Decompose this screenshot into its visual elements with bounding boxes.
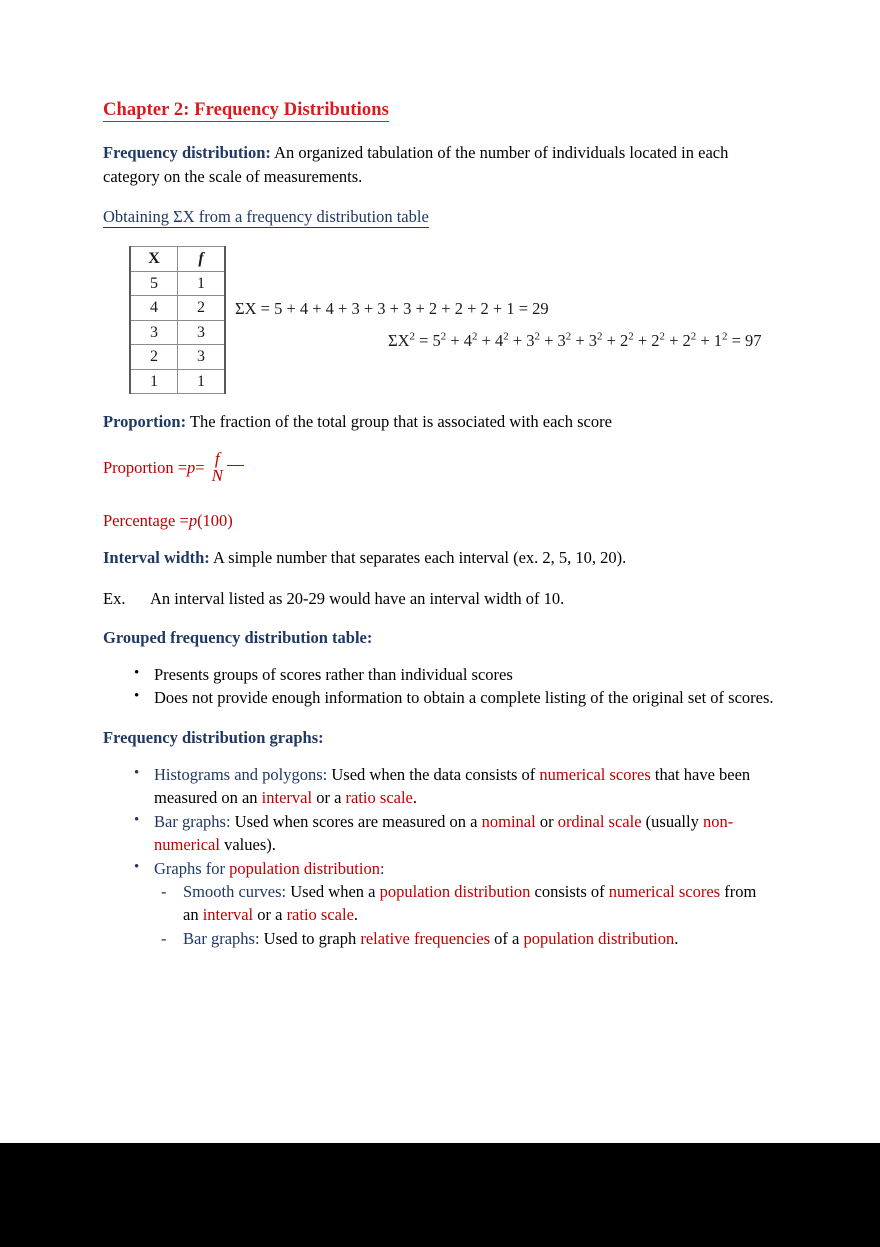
list-item	[103, 810, 775, 857]
table-cell-f: 3	[178, 320, 226, 345]
proportion-formula-label: Proportion =	[103, 458, 188, 478]
highlight-term: interval	[261, 788, 313, 808]
list-item-text: Used when scores are measured on a	[230, 811, 482, 831]
table-row	[130, 271, 225, 296]
document-content	[103, 100, 775, 966]
bullet-icon: •	[134, 764, 140, 781]
highlight-term: population distribution	[523, 928, 675, 948]
example-text: An interval listed as 20-29 would have an interval width of 10.	[150, 588, 565, 608]
proportion-definition: The fraction of the total group that is associated with each score	[186, 412, 612, 432]
list-item-text: Used to graph	[259, 928, 361, 948]
graphs-sub-list	[154, 880, 775, 950]
percentage-formula-label: Percentage =	[103, 511, 189, 531]
bullet-icon: •	[134, 688, 140, 705]
highlight-term: relative frequencies	[360, 928, 490, 948]
dash-bullet-icon: -	[161, 882, 167, 902]
fraction-denominator: N	[211, 465, 223, 485]
list-item-text: that have been measured on an	[154, 764, 751, 808]
list-item-label: Bar graphs:	[154, 811, 231, 831]
bullet-icon: •	[134, 858, 140, 875]
list-item-label: Smooth curves:	[183, 882, 287, 902]
table-row	[130, 320, 225, 345]
spacer	[103, 499, 775, 509]
highlight-term: population distribution	[379, 882, 531, 902]
proportion-formula-p: p	[187, 458, 196, 478]
list-item-text: :	[379, 858, 385, 878]
obtaining-sumx-heading	[103, 205, 775, 228]
list-item-text: or	[535, 811, 558, 831]
table-header-f: f	[178, 247, 226, 272]
frequency-distribution-definition: An organized tabulation of the number of individuals located in each category on the scale of measurements.	[103, 143, 729, 186]
table-row	[130, 345, 225, 370]
list-item-text: Does not provide enough information to obtain a complete listing of the original set of scores.	[154, 688, 774, 708]
table-cell-x: 3	[130, 320, 178, 345]
frequency-distribution-paragraph	[103, 141, 775, 188]
percentage-formula-p: p	[188, 511, 198, 531]
interval-width-definition: A simple number that separates each interval (ex. 2, 5, 10, 20).	[209, 548, 627, 568]
table-row	[130, 369, 225, 394]
table-cell-x: 2	[130, 345, 178, 370]
list-item-text: Used when a	[286, 882, 380, 902]
interval-width-paragraph	[103, 546, 775, 569]
highlight-term: non-numerical	[154, 811, 734, 855]
highlight-term: nominal	[481, 811, 536, 831]
obtaining-sumx-heading-text: Obtaining ΣX from a frequency distribution table	[103, 207, 429, 227]
list-item-label: Bar graphs:	[183, 928, 260, 948]
graphs-heading: Frequency distribution graphs:	[103, 727, 324, 747]
frequency-distribution-table	[129, 246, 226, 394]
list-item-text: .	[353, 905, 359, 925]
chapter-title	[103, 100, 775, 121]
list-item-text: Presents groups of scores rather than individual scores	[154, 664, 513, 684]
table-header-x: X	[130, 247, 178, 272]
sum-x-formula: ΣX = 5 + 4 + 4 + 3 + 3 + 3 + 2 + 2 + 2 + 1 = 29	[235, 299, 549, 319]
highlight-term: ratio scale	[286, 905, 354, 925]
fraction-numerator: f	[214, 448, 220, 468]
highlight-term: ratio scale	[345, 788, 413, 808]
list-item-text: or a	[253, 905, 287, 925]
list-item-text: consists of	[530, 882, 609, 902]
proportion-formula	[103, 448, 775, 486]
list-item-text: .	[412, 788, 417, 808]
table-cell-x: 1	[130, 369, 178, 394]
list-item	[103, 686, 775, 709]
list-item-text: values).	[219, 835, 276, 855]
table-cell-f: 1	[178, 271, 226, 296]
list-item	[103, 763, 775, 810]
list-item-label: Graphs for	[154, 858, 230, 878]
list-item	[154, 880, 775, 927]
bullet-icon: •	[134, 664, 140, 681]
list-item-text: (usually	[641, 811, 703, 831]
highlight-term: numerical scores	[608, 882, 721, 902]
interval-width-term: Interval width:	[103, 548, 210, 568]
example-label: Ex.	[103, 588, 126, 608]
fraction-bar-icon	[227, 465, 244, 466]
table-and-formulas-block	[103, 242, 775, 410]
table-row	[130, 296, 225, 321]
percentage-formula	[103, 509, 775, 532]
bullet-icon: •	[134, 811, 140, 828]
interval-width-example	[103, 587, 775, 610]
highlight-term: population distribution	[229, 858, 380, 878]
highlight-term: numerical scores	[539, 764, 651, 784]
list-item-text: .	[674, 928, 679, 948]
proportion-term: Proportion:	[103, 412, 187, 432]
table-cell-f: 1	[178, 369, 226, 394]
list-item	[103, 663, 775, 686]
table-cell-x: 5	[130, 271, 178, 296]
bottom-black-band	[0, 1143, 880, 1247]
dash-bullet-icon: -	[161, 928, 167, 948]
list-item-text: of a	[490, 928, 524, 948]
table-header-row	[130, 247, 225, 272]
proportion-formula-equals: =	[195, 458, 205, 478]
proportion-paragraph	[103, 410, 775, 433]
grouped-table-heading: Grouped frequency distribution table:	[103, 627, 373, 647]
table-cell-x: 4	[130, 296, 178, 321]
chapter-title-text: Chapter 2: Frequency Distributions	[103, 100, 389, 120]
list-item-text: Used when the data consists of	[327, 764, 540, 784]
list-item	[103, 857, 775, 951]
graphs-bullet-list	[103, 763, 775, 950]
list-item-text: or a	[312, 788, 346, 808]
highlight-term: ordinal scale	[557, 811, 642, 831]
table-cell-f: 2	[178, 296, 226, 321]
list-item	[154, 927, 775, 950]
table-cell-f: 3	[178, 345, 226, 370]
highlight-term: interval	[202, 905, 254, 925]
grouped-table-bullet-list	[103, 663, 775, 710]
sum-x-squared-formula: $\Sigma X^2 = 5^2 + 4^2 + 4^2 + 3^2 + 3^2 + 3^2 + 2^2 + 2^2 + 2^2 + 1^2 = 97$	[388, 330, 762, 351]
list-item-label: Histograms and polygons:	[154, 764, 328, 784]
frequency-distribution-term: Frequency distribution:	[103, 143, 271, 163]
proportion-fraction	[210, 450, 225, 485]
list-item-text: from an	[183, 882, 757, 925]
percentage-formula-rest: (100)	[197, 511, 233, 531]
